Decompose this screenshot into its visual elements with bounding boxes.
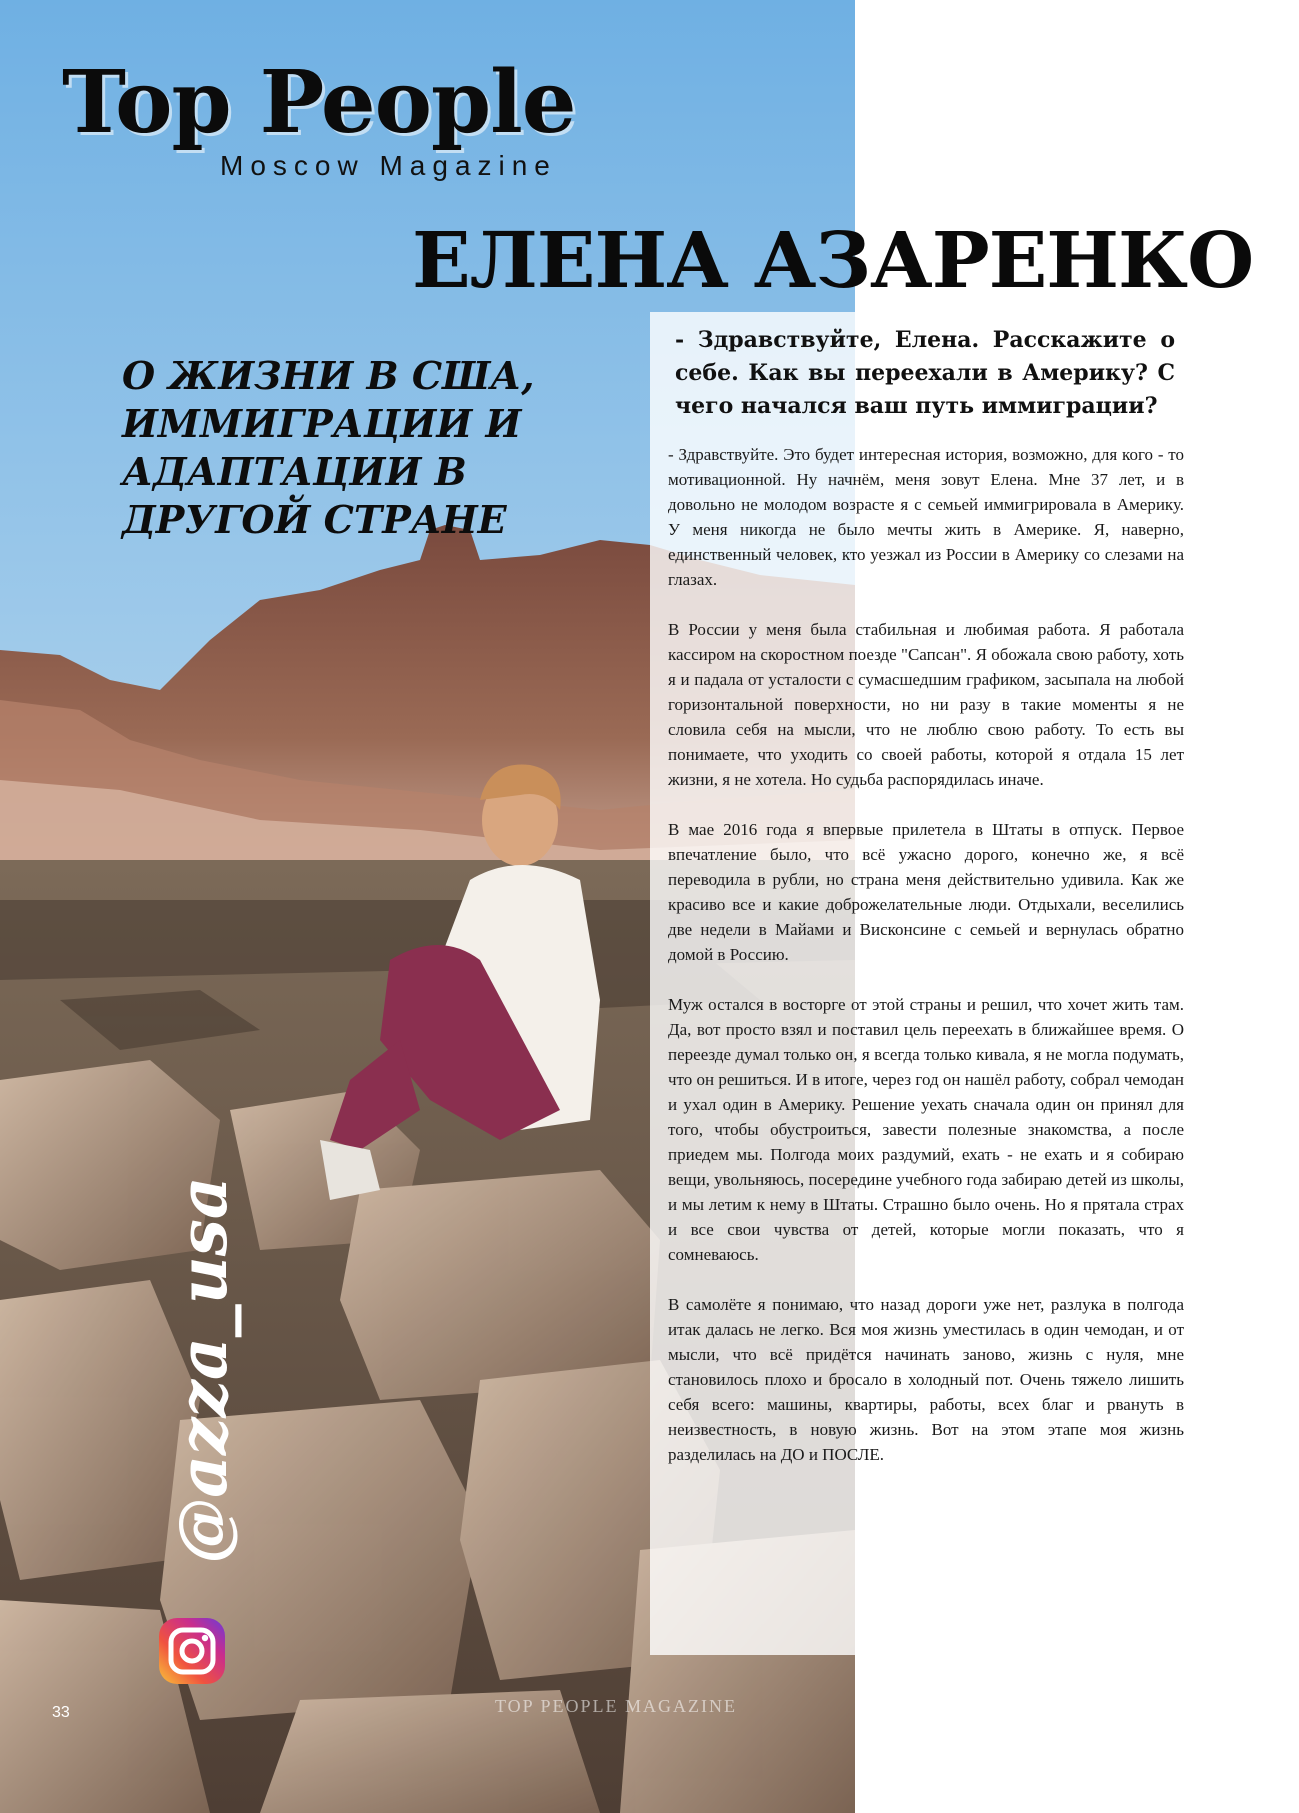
paragraph: В мае 2016 года я впервые прилетела в Штаты в отпуск. Первое впечатление было, что всё ужасно дорого, конечно же, я всё переводила в рубли, но страна меня действительно удивила. Как же красиво все и какие доброжелательные люди. Отдыхали, веселились две недели в Майами и Висконсине с семьей и вернулась обратно домой в Россию. [668,820,1184,964]
page-number: 33 [52,1704,70,1721]
article-body [668,442,1184,1492]
paragraph: Муж остался в восторге от этой страны и решил, что хочет жить там. Да, вот просто взял и поставил цель переехать в ближайшее время. О переезде думал только он, я всегда только кивала, я не могла подумать, что он решиться. И в итоге, через год он нашёл работу, собрал чемодан и ухал один в Америку. Решение уехать сначала один он принял для того, чтобы обустроиться, завести полезные знакомства, а после приедем мы. Полгода моих раздумий, ехать - не ехать и я собираю вещи, увольняюсь, посередине учебного года забираю детей из школы, и мы летим к нему в Штаты. Страшно было очень. Но я прятала страх и все свои чувства от детей, которые могли показать, что я сомневаюсь. [668,995,1184,1264]
article-lead: О ЖИЗНИ В США, ИММИГРАЦИИ И АДАПТАЦИИ В ДРУГОЙ СТРАНЕ [122,353,535,542]
handle-text: @azza_usa [164,1176,242,1564]
instagram-icon[interactable] [157,1616,227,1686]
magazine-title: Top People [62,52,576,153]
paragraph: В самолёте я понимаю, что назад дороги уже нет, разлука в полгода итак далась не легко. Вся моя жизнь уместилась в один чемодан, и от мысли, что всё придётся начинать заново, жизнь с нуля, мне становилось плохо и бросало в холодный пот. Очень тяжело лишить себя всего: машины, квартиры, работы, всех благ и рвануть в неизвестность, в новую жизнь. Вот на этом этапе моя жизнь разделилась на ДО и ПОСЛЕ. [668,1295,1184,1464]
interview-question: - Здравствуйте, Елена. Расскажите о себе. Как вы переехали в Америку? С чего начался ваш путь иммиграции? [675,327,1175,419]
instagram-glyph [157,1616,227,1686]
magazine-subtitle: Moscow Magazine [220,150,557,181]
instagram-handle[interactable] [160,1160,246,1580]
footer-magazine-name: TOP PEOPLE MAGAZINE [495,1696,738,1716]
paragraph: В России у меня была стабильная и любимая работа. Я работала кассиром на скоростном поезде "Сапсан". Я обожала свою работу, хоть я и падала от усталости с сумасшедшим графиком, засыпала на любой горизонтальной поверхности, но ни разу в такие моменты я не словила себя на мысли, что не люблю свою работу. То есть вы понимаете, что уходить со своей работы, которой я отдала 15 лет жизни, я не хотела. Но судьба распорядилась иначе. [668,620,1184,789]
article-name: ЕЛЕНА АЗАРЕНКО [412,216,1254,306]
paragraph: - Здравствуйте. Это будет интересная история, возможно, для кого - то мотивационной. Ну начнём, меня зовут Елена. Мне 37 лет, и в довольно не молодом возрасте я с семьей иммигрировала в Америку. У меня никогда не было мечты жить в Америке. Я, наверно, единственный человек, кто уезжал из России в Америку со слезами на глазах. [668,445,1184,589]
